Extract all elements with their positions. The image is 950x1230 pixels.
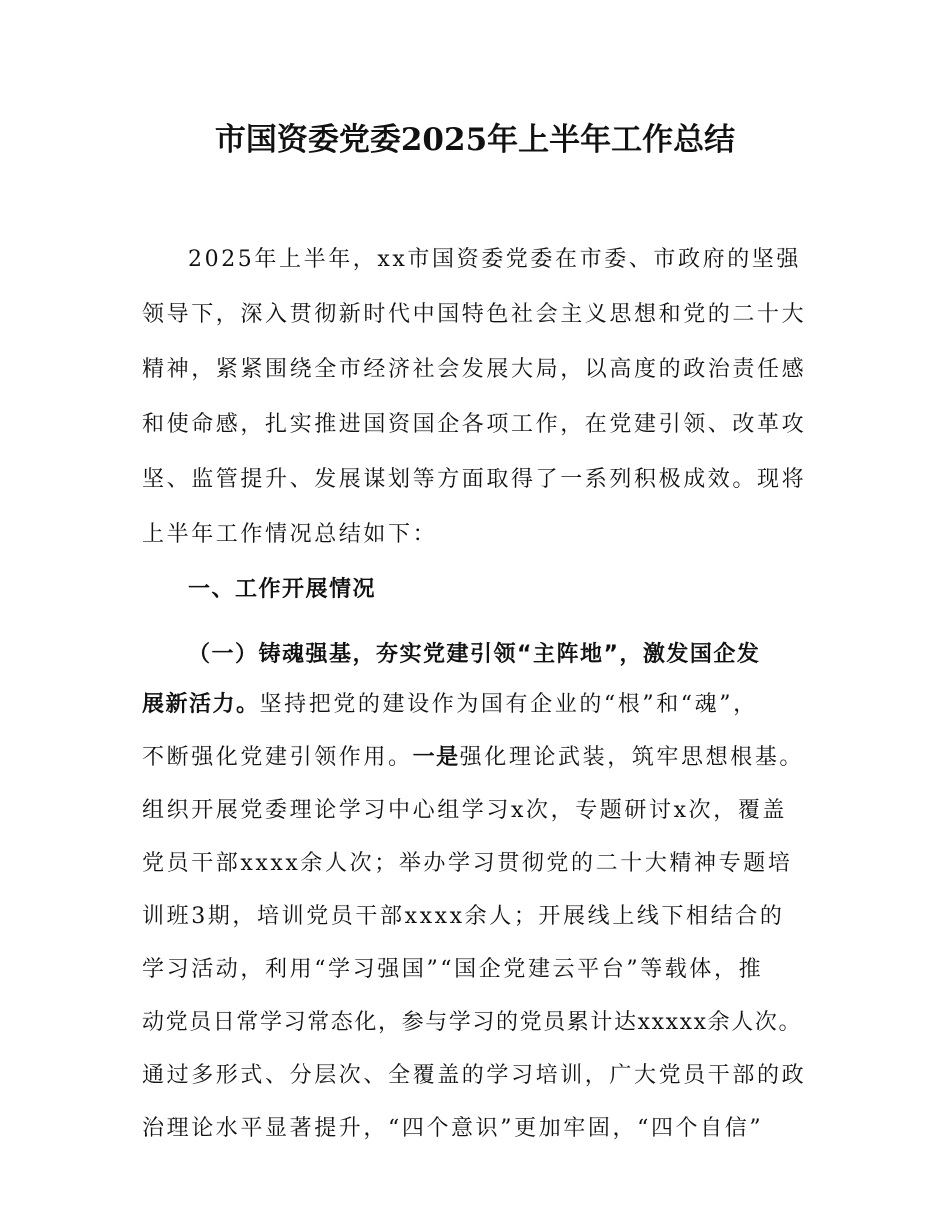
- subsection-heading: （一）铸魂强基，夯实党建引领“主阵地”，激发国企发: [188, 642, 761, 667]
- body-line: [142, 743, 842, 773]
- body-line: 动党员日常学习常态化，参与学习的党员累计达xxxxx余人次。: [142, 1010, 803, 1035]
- body-line: [142, 690, 842, 720]
- body-text: 不断强化党建引领作用。: [142, 745, 413, 770]
- intro-line: 和使命感，扎实推进国资国企各项工作，在党建引领、改革攻: [142, 412, 807, 437]
- body-line: 组织开展党委理论学习中心组学习x次，专题研讨x次，覆盖: [142, 798, 788, 823]
- intro-line: 领导下，深入贯彻新时代中国特色社会主义思想和党的二十大: [142, 302, 807, 327]
- body-text: 坚持把党的建设作为国有企业的“根”和“魂”，: [259, 692, 758, 717]
- intro-line: 2025年上半年，xx市国资委党委在市委、市政府的坚强: [188, 247, 802, 272]
- intro-line: 上半年工作情况总结如下：: [142, 522, 438, 547]
- enumeration-marker: 一是: [412, 745, 460, 770]
- section-heading: 一、工作开展情况: [188, 577, 377, 602]
- document-title: 市国资委党委2025年上半年工作总结: [214, 122, 736, 158]
- intro-line: 精神，紧紧围绕全市经济社会发展大局，以高度的政治责任感: [142, 357, 807, 382]
- body-line: 训班3期，培训党员干部xxxx余人；开展线上线下相结合的: [142, 904, 785, 929]
- body-line: 治理论水平显著提升，“四个意识”更加牢固，“四个自信”: [142, 1116, 764, 1141]
- intro-line: 坚、监管提升、发展谋划等方面取得了一系列积极成效。现将: [142, 467, 807, 492]
- body-text: 强化理论武装，筑牢思想根基。: [459, 745, 805, 770]
- body-line: 党员干部xxxx余人次；举办学习贯彻党的二十大精神专题培: [142, 851, 793, 876]
- body-line: 通过多形式、分层次、全覆盖的学习培训，广大党员干部的政: [142, 1063, 807, 1088]
- body-line: 学习活动，利用“学习强国”“国企党建云平台”等载体，推: [142, 957, 764, 982]
- subsection-heading-tail: 展新活力。: [142, 692, 260, 717]
